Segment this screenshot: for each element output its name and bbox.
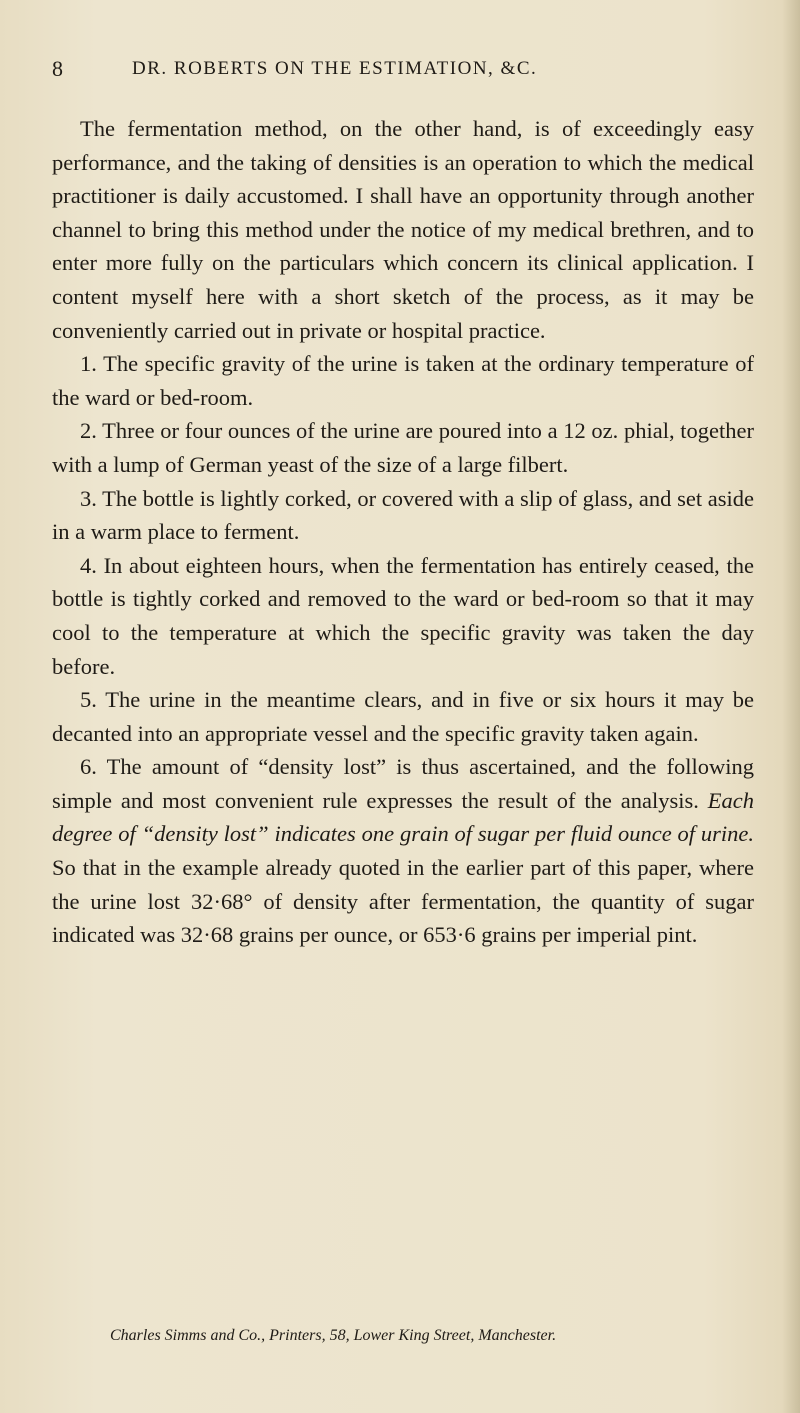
- step-6: [52, 750, 754, 952]
- step-2: 2. Three or four ounces of the urine are poured into a 12 oz. phial, together with a lump of German yeast of the size of a large filbert.: [52, 418, 754, 477]
- page-edge-shadow: [782, 0, 800, 1413]
- paragraph-intro: The fermentation method, on the other hand, is of exceedingly easy performance, and the taking of densities is an operation to which the medical practitioner is daily accustomed. I shall have an opportunity through another channel to bring this method under the notice of my medical brethren, and to enter more fully on the particulars which concern its clinical application. I content myself here with a short sketch of the process, as it may be conveniently carried out in private or hospital practice.: [52, 116, 754, 343]
- step-5: 5. The urine in the meantime clears, and in five or six hours it may be decanted into an appropriate vessel and the specific gravity taken again.: [52, 687, 754, 746]
- body-text: [52, 112, 754, 952]
- running-title: DR. ROBERTS ON THE ESTIMATION, &C.: [132, 58, 538, 79]
- printer-imprint: Charles Simms and Co., Printers, 58, Lower King Street, Manchester.: [110, 1327, 557, 1344]
- step-6-example: So that in the example already quoted in the earlier part of this paper, where the urine lost 32·68° of density after fermentation, the quantity of sugar indicated was 32·68 grains per ounce, or 653·6 grains per imperial pint.: [52, 855, 754, 948]
- page-number: 8: [52, 56, 65, 81]
- step-6-intro: 6. The amount of “density lost” is thus ascertained, and the following simple and most convenient rule expresses the result of the analysis.: [52, 754, 754, 813]
- step-3: 3. The bottle is lightly corked, or covered with a slip of glass, and set aside in a warm place to ferment.: [52, 485, 754, 545]
- step-1: 1. The specific gravity of the urine is taken at the ordinary temperature of the ward or bed-room.: [52, 351, 754, 410]
- step-4: 4. In about eighteen hours, when the fermentation has entirely ceased, the bottle is tightly corked and removed to the ward or bed-room so that it may cool to the temperature at which the specific gravity was taken the day before.: [52, 552, 754, 679]
- step-6-rule: Each degree of “density lost” indicates one grain of sugar per fluid ounce of urine.: [52, 787, 754, 847]
- running-header: [52, 56, 752, 86]
